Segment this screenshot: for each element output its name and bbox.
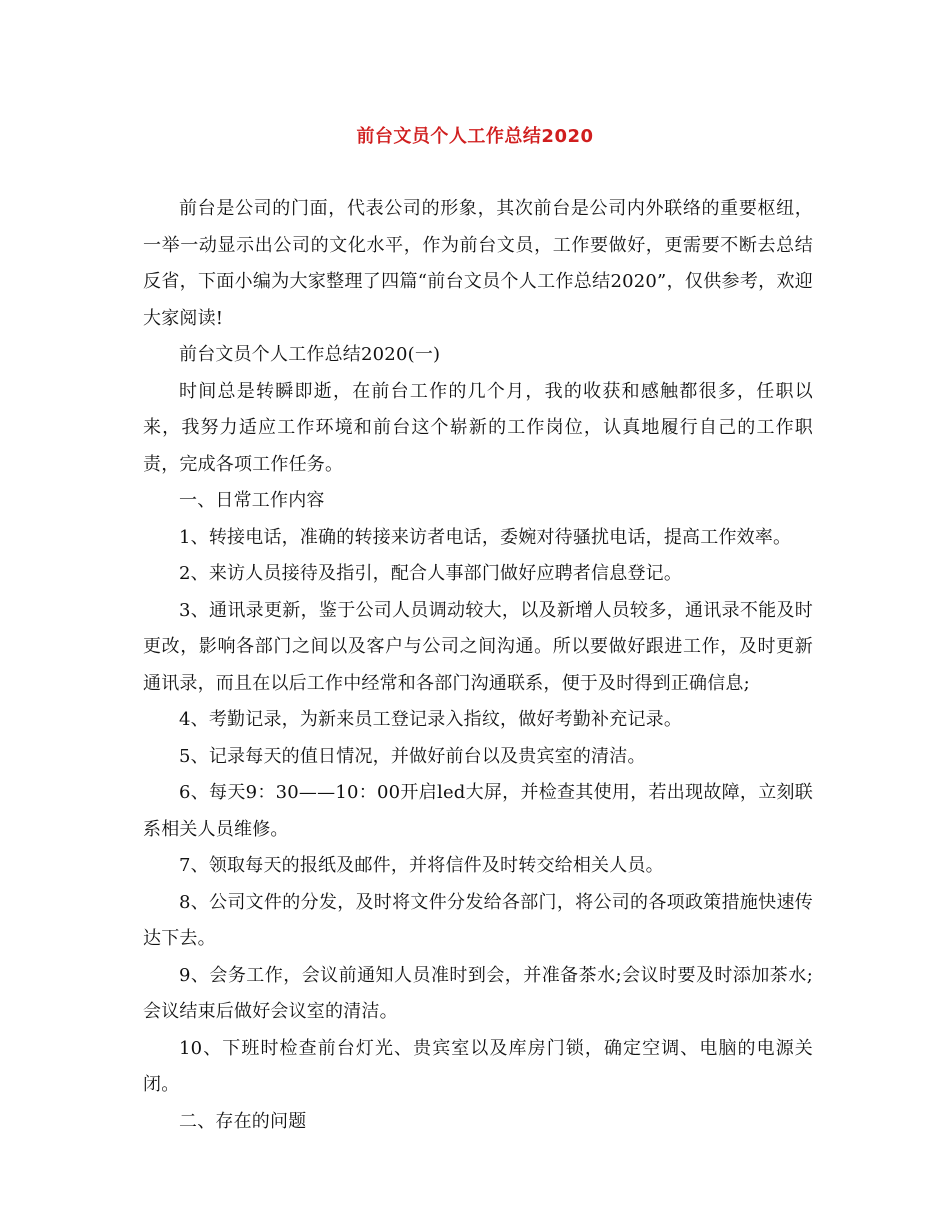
- section-heading-part-one: 前台文员个人工作总结2020(一): [179, 344, 441, 365]
- document-body: [143, 191, 813, 1140]
- list-item: 7、领取每天的报纸及邮件，并将信件及时转交给相关人员。: [179, 855, 664, 876]
- section-heading-issues: 二、存在的问题: [179, 1110, 307, 1132]
- list-item: 9、会务工作，会议前通知人员准时到会，并准备茶水;会议时要及时添加茶水;会议结束后做好会议室的清洁。: [143, 964, 813, 1022]
- list-item: 10、下班时检查前台灯光、贵宾室以及库房门锁，确定空调、电脑的电源关闭。: [143, 1037, 813, 1095]
- paragraph-opening: 时间总是转瞬即逝，在前台工作的几个月，我的收获和感触都很多，任职以来，我努力适应工作环境和前台这个崭新的工作岗位，认真地履行自己的工作职责，完成各项工作任务。: [143, 380, 813, 475]
- list-item: 8、公司文件的分发，及时将文件分发给各部门，将公司的各项政策措施快速传达下去。: [143, 891, 813, 949]
- paragraph-intro: 前台是公司的门面，代表公司的形象，其次前台是公司内外联络的重要枢纽，一举一动显示出公司的文化水平，作为前台文员，工作要做好，更需要不断去总结反省，下面小编为大家整理了四篇“前台文员个人工作总结2020”，仅供参考，欢迎大家阅读!: [143, 198, 813, 329]
- list-item: 6、每天9：30——10：00开启led大屏，并检查其使用，若出现故障，立刻联系相关人员维修。: [143, 782, 813, 840]
- list-item: 5、记录每天的值日情况，并做好前台以及贵宾室的清洁。: [179, 745, 646, 767]
- list-item: 2、来访人员接待及指引，配合人事部门做好应聘者信息登记。: [179, 563, 683, 584]
- section-heading-daily-work: 一、日常工作内容: [179, 490, 325, 511]
- list-item: 1、转接电话，准确的转接来访者电话，委婉对待骚扰电话，提高工作效率。: [179, 526, 792, 548]
- list-item: 4、考勤记录，为新来员工登记录入指纹，做好考勤补充记录。: [179, 709, 683, 730]
- list-item: 3、通讯录更新，鉴于公司人员调动较大，以及新增人员较多，通讯录不能及时更改，影响各部门之间以及客户与公司之间沟通。所以要做好跟进工作，及时更新通讯录，而且在以后工作中经常和各部门沟通联系，便于及时得到正确信息;: [143, 599, 813, 694]
- document-title: 前台文员个人工作总结2020: [356, 126, 594, 147]
